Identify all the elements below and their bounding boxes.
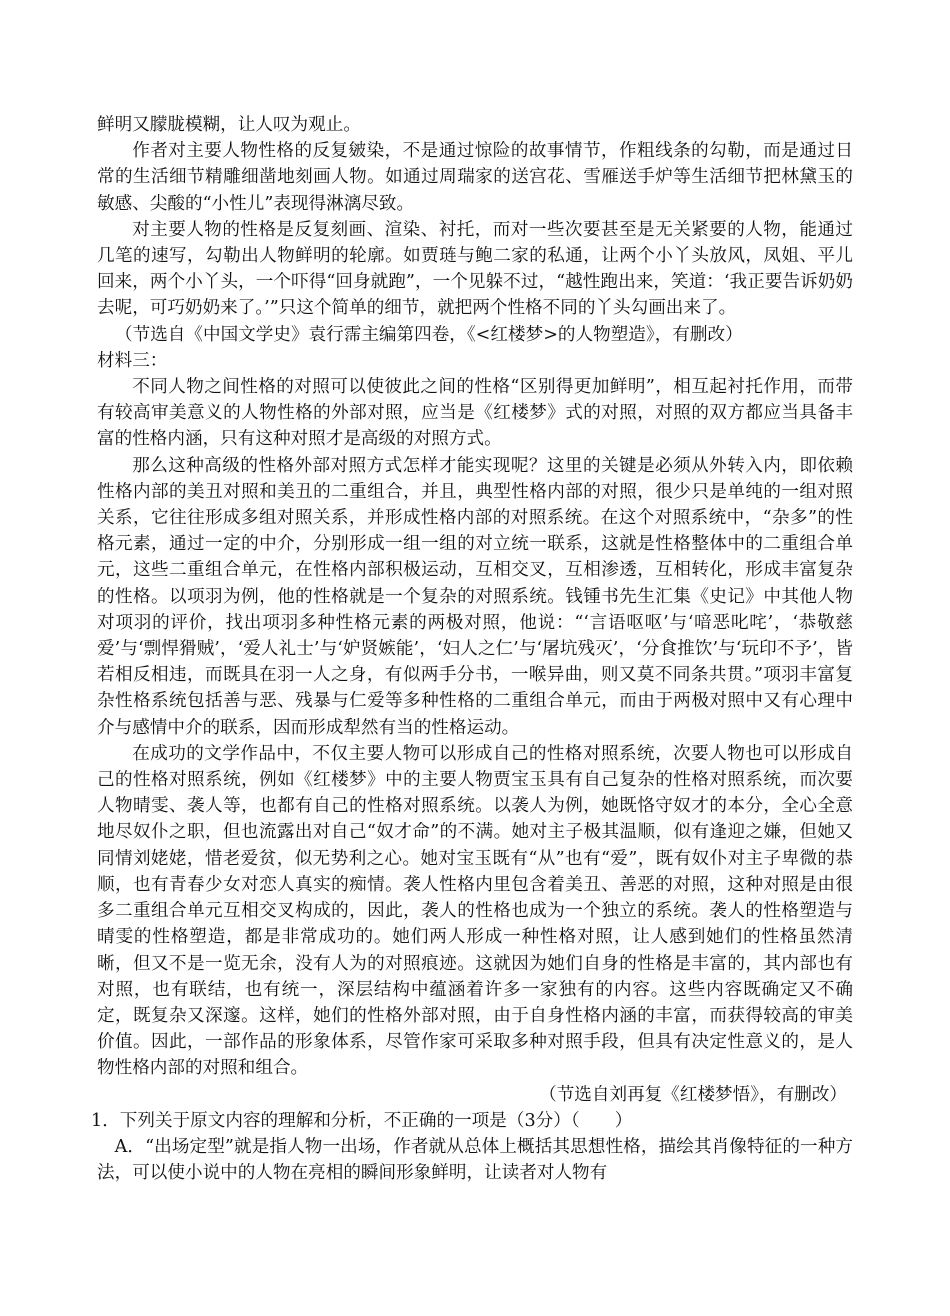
fragment-top-line: 鲜明又朦胧模糊，让人叹为观止。 [97,115,361,135]
question-1-option-a: A．“出场定型”就是指人物一出场，作者就从总体上概括其思想性格，描绘其肖像特征的一种方法，可以使小说中的人物在亮相的瞬间形象鲜明，让读者对人物有 [97,1136,853,1184]
document-page [91,112,853,1186]
material3-source: （节选自刘再复《红楼梦悟》，有删改） [539,1084,847,1105]
question-1-stem: 1．下列关于原文内容的理解和分析，不正确的一项是（3分）（ ） [91,1110,633,1131]
material2-paragraph-1: 作者对主要人物性格的反复皴染，不是通过惊险的故事情节，作粗线条的勾勒，而是通过日常的生活细节精雕细凿地刻画人物。如通过周瑞家的送宫花、雪雁送手炉等生活细节把林黛玉的敏感、尖酸的“小性儿”表现得淋漓尽致。 [97,141,853,214]
material3-paragraph-3: 在成功的文学作品中，不仅主要人物可以形成自己的性格对照系统，次要人物也可以形成自己的性格对照系统，例如《红楼梦》中的主要人物贾宝玉具有自己复杂的性格对照系统，而次要人物晴雯、袭人等，也都有自己的性格对照系统。以袭人为例，她既恪守奴才的本分，全心全意地尽奴仆之职，但也流露出对自己“奴才命”的不满。她对主子极其温顺，似有逢迎之嫌，但她又同情刘姥姥，惜老爱贫，似无势利之心。她对宝玉既有“从”也有“爱”，既有奴仆对主子卑微的恭顺，也有青春少女对恋人真实的痴情。袭人性格内里包含着美丑、善恶的对照，这种对照是由很多二重组合单元互相交叉构成的，因此，袭人的性格也成为一个独立的系统。袭人的性格塑造与晴雯的性格塑造，都是非常成功的。她们两人形成一种性格对照，让人感到她们的性格虽然清晰，但又不是一览无余，没有人为的对照痕迹。这就因为她们自身的性格是丰富的，其内部也有对照，也有联结，也有统一，深层结构中蕴涵着许多一家独有的内容。这些内容既确定又不确定，既复杂又深邃。这样，她们的性格外部对照，由于自身性格内涵的丰富，而获得较高的审美价值。因此，一部作品的形象体系，尽管作家可采取多种对照手段，但具有决定性意义的，是人物性格内部的对照和组合。 [97,743,853,1079]
material3-paragraph-2: 那么这种高级的性格外部对照方式怎样才能实现呢？这里的关键是必须从外转入内，即依赖性格内部的美丑对照和美丑的二重组合，并且，典型性格内部的对照，很少只是单纯的一组对照关系，它往往形成多组对照关系，并形成性格内部的对照系统。在这个对照系统中，“杂多”的性格元素，通过一定的中介，分别形成一组一组的对立统一联系，这就是性格整体中的二重组合单元，这些二重组合单元，在性格内部积极运动，互相交叉，互相渗透，互相转化，形成丰富复杂的性格。以项羽为例，他的性格就是一个复杂的对照系统。钱锺书先生汇集《史记》中其他人物对项羽的评价，找出项羽多种性格元素的两极对照，他说：“‘言语呕呕’与‘喑恶叱咤’，‘恭敬慈爱’与‘剽悍猾贼’，‘爱人礼士’与‘妒贤嫉能’，‘妇人之仁’与‘屠坑残灭’，‘分食推饮’与‘玩印不予’，皆若相反相违，而既具在羽一人之身，有似两手分书，一喉异曲，则又莫不同条共贯。”项羽丰富复杂性格系统包括善与恶、残暴与仁爱等多种性格的二重组合单元，而由于两极对照中又有心理中介与感情中介的联系，因而形成犁然有当的性格运动。 [97,455,853,738]
material2-paragraph-2: 对主要人物的性格是反复刻画、渲染、衬托，而对一些次要甚至是无关紧要的人物，能通过几笔的速写，勾勒出人物鲜明的轮廓。如贾琏与鲍二家的私通，让两个小丫头放风，凤姐、平儿回来，两个小丫头，一个吓得“回身就跑”，一个见躲不过，“越性跑出来，笑道：‘我正要告诉奶奶去呢，可巧奶奶来了。’”只这个简单的细节，就把两个性格不同的丫头勾画出来了。 [97,219,853,319]
material3-label: 材料三： [97,350,168,371]
material2-source: （节选自《中国文学史》袁行霈主编第四卷，《<红楼梦>的人物塑造》，有删改） [115,324,743,345]
material3-paragraph-1: 不同人物之间性格的对照可以使彼此之间的性格“区别得更加鲜明”，相互起衬托作用，而带有较高审美意义的人物性格的外部对照，应当是《红楼梦》式的对照，对照的双方都应当具备丰富的性格内涵，只有这种对照才是高级的对照方式。 [97,377,853,450]
